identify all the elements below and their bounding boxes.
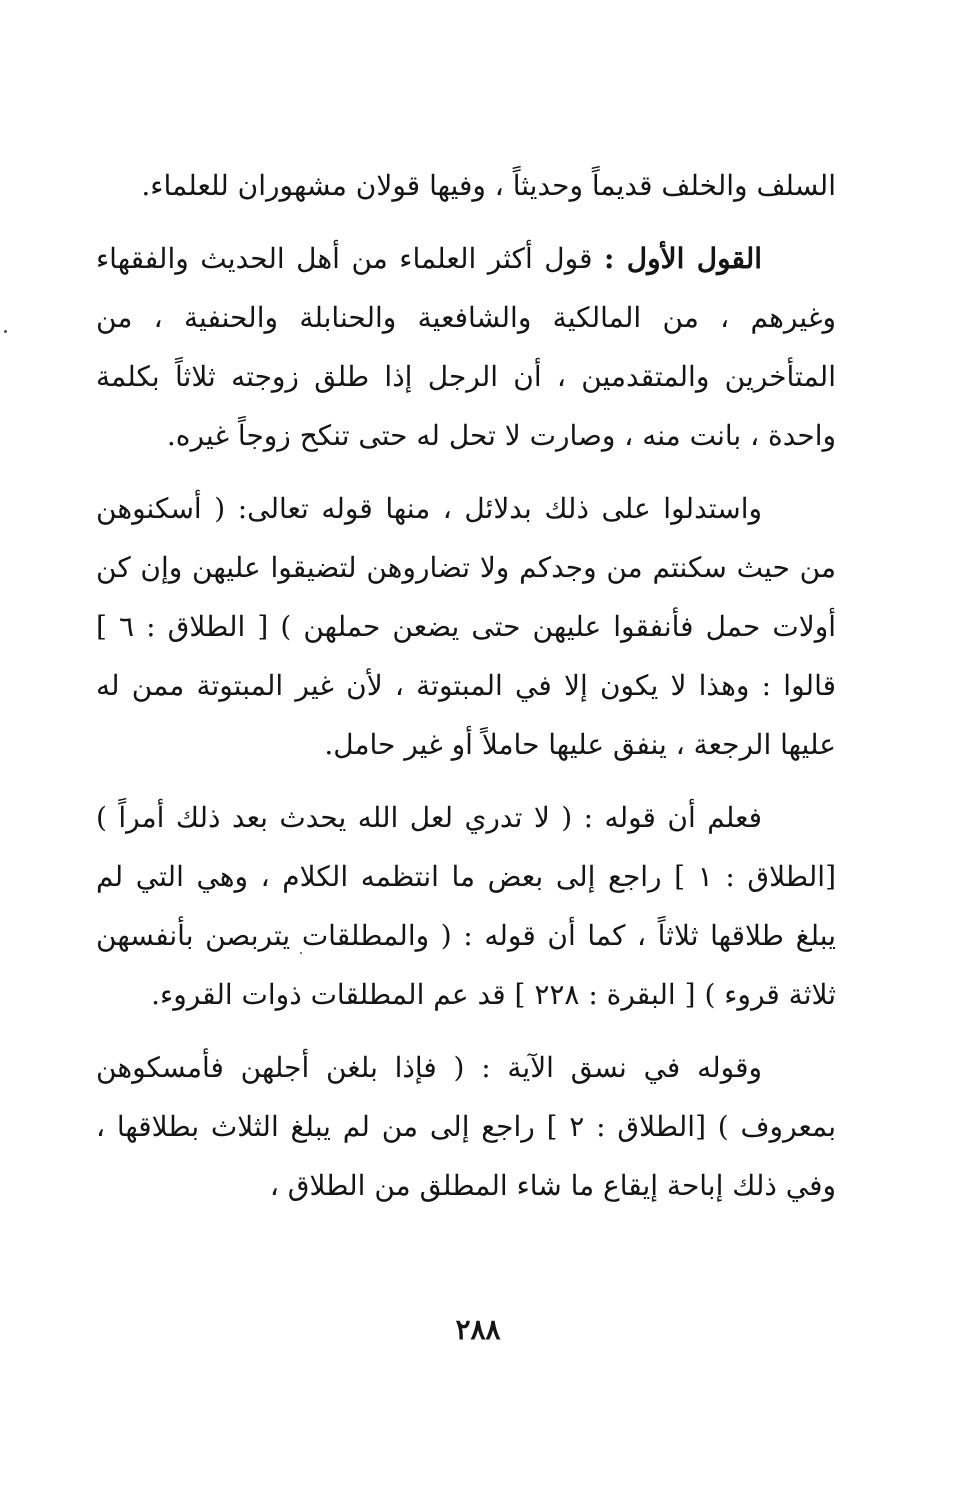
paragraph-text: واستدلوا على ذلك بدلائل ، منها قوله تعالى: ( أسكنوهن من حيث سكنتم من وجدكم ولا تضاروهن لتضيقوا عليهن وإن كن أولات حمل فأنفقوا عليهن حتى يضعن حملهن ) [ الطلاق : ٦ ] قالوا : وهذا لا يكون إلا في المبتوتة ، لأن غير المبتوتة ممن له عليها الرجعة ، ينفق عليها حاملاً أو غير حامل. (96, 492, 836, 761)
paragraph-conclusion (96, 788, 836, 1024)
paragraph-text: وقوله في نسق الآية : ( فإذا بلغن أجلهن فأمسكوهن بمعروف ) [الطلاق : ٢ ] راجع إلى من لم يبلغ الثلاث بطلاقها ، وفي ذلك إباحة إيقاع ما شاء المطلق من الطلاق ، (96, 1051, 837, 1202)
paragraph-lead-heading: القول الأول : (604, 242, 763, 275)
paragraph-text: السلف والخلف قديماً وحديثاً ، وفيها قولان مشهوران للعلماء. (141, 169, 836, 202)
paragraph-first-opinion (96, 229, 836, 465)
scan-speck (300, 952, 302, 954)
paragraph-text: فعلم أن قوله : ( لا تدري لعل الله يحدث بعد ذلك أمراً ) [الطلاق : ١ ] راجع إلى بعض ما انتظمه الكلام ، وهي التي لم يبلغ طلاقها ثلاثاً ، كما أن قوله : ( والمطلقات يتربصن بأنفسهن ثلاثة قروء ) [ البقرة : ٢٢٨ ] قد عم المطلقات ذوات القروء. (96, 801, 836, 1011)
scan-speck (4, 330, 7, 333)
paragraph-text: قول أكثر العلماء من أهل الحديث والفقهاء وغيرهم ، من المالكية والشافعية والحنابلة والحنفية ، من المتأخرين والمتقدمين ، أن الرجل إذا طلق زوجته ثلاثاً بكلمة واحدة ، بانت منه ، وصارت لا تحل له حتى تنكح زوجاً غيره. (96, 242, 836, 452)
paragraph-continuation (96, 156, 836, 215)
page-number: ٢٨٨ (455, 1313, 501, 1346)
paragraph-evidence (96, 479, 836, 774)
body-text (96, 156, 836, 1229)
paragraph-verse-context (96, 1038, 836, 1215)
